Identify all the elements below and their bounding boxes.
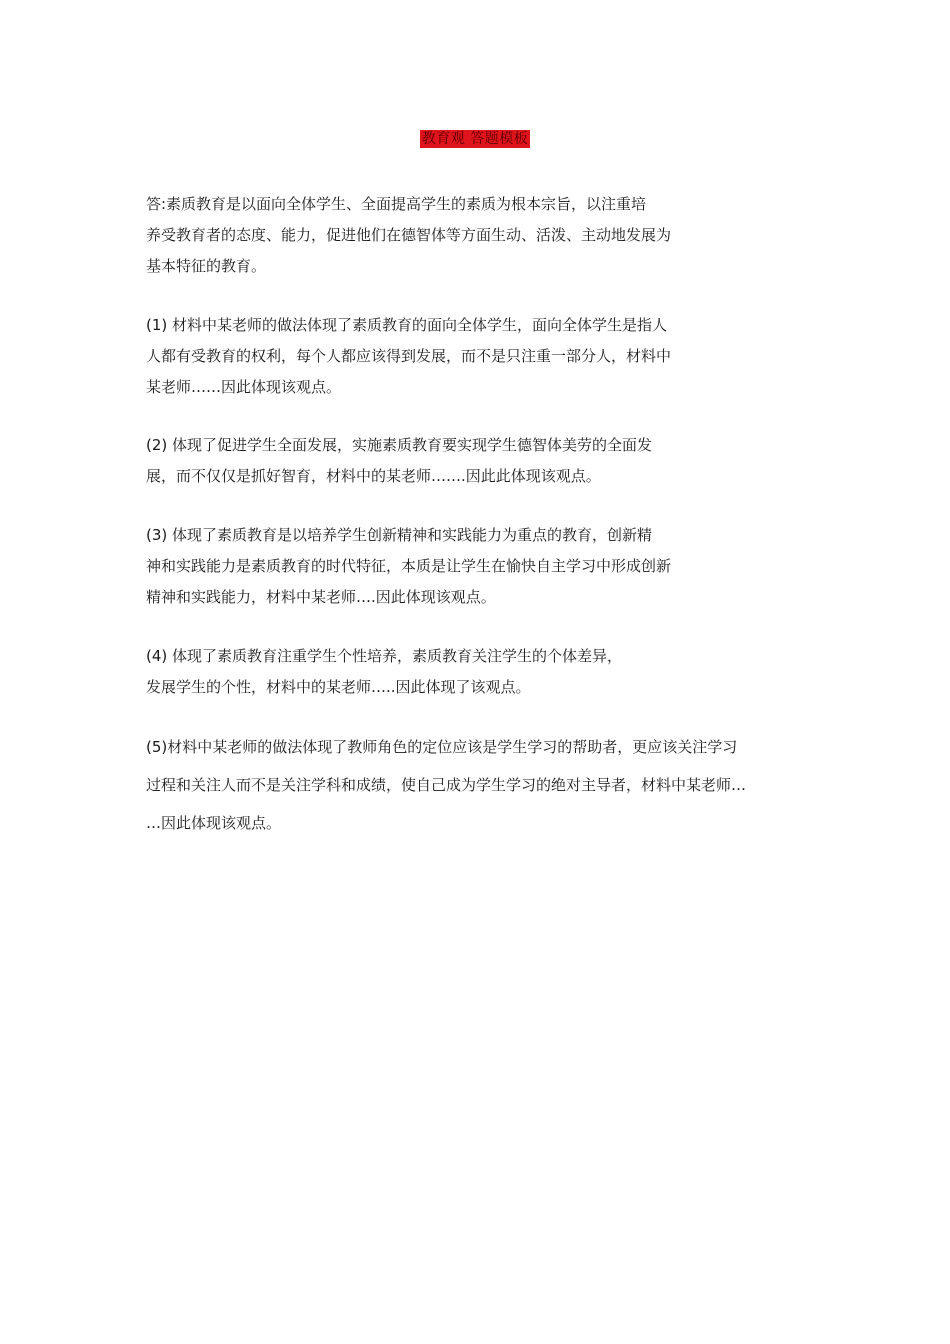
paragraph-line: 精神和实践能力，材料中某老师….因此体现该观点。 xyxy=(146,588,496,606)
paragraph-point-4 xyxy=(146,641,826,703)
document-body xyxy=(146,189,826,842)
paragraph-line: 展，而不仅仅是抓好智育，材料中的某老师…….因此此体现该观点。 xyxy=(146,467,601,485)
paragraph-line: 基本特征的教育。 xyxy=(146,257,267,275)
paragraph-line: (3) 体现了素质教育是以培养学生创新精神和实践能力为重点的教育，创新精 xyxy=(146,526,653,544)
paragraph-point-1 xyxy=(146,310,826,403)
paragraph-line: (5)材料中某老师的做法体现了教师角色的定位应该是学生学习的帮助者，更应该关注学习 xyxy=(146,738,738,756)
paragraph-line: 过程和关注人而不是关注学科和成绩，使自己成为学生学习的绝对主导者，材料中某老师… xyxy=(146,776,747,794)
paragraph-point-5 xyxy=(146,728,826,842)
paragraph-line: 某老师……因此体现该观点。 xyxy=(146,378,342,396)
paragraph-line: (2) 体现了促进学生全面发展，实施素质教育要实现学生德智体美劳的全面发 xyxy=(146,436,653,454)
paragraph-line: …因此体现该观点。 xyxy=(146,814,282,832)
paragraph-line: (4) 体现了素质教育注重学生个性培养，素质教育关注学生的个体差异， xyxy=(146,647,623,665)
paragraph-line: 人都有受教育的权利，每个人都应该得到发展，而不是只注重一部分人，材料中 xyxy=(146,347,672,365)
paragraph-line: 神和实践能力是素质教育的时代特征，本质是让学生在愉快自主学习中形成创新 xyxy=(146,557,672,575)
paragraph-line: 养受教育者的态度、能力，促进他们在德智体等方面生动、活泼、主动地发展为 xyxy=(146,226,672,244)
paragraph-point-3 xyxy=(146,520,826,613)
paragraph-point-2 xyxy=(146,430,826,492)
paragraph-line: 发展学生的个性，材料中的某老师…..因此体现了该观点。 xyxy=(146,678,531,696)
document-title: 教育观 答题模板 xyxy=(421,131,529,147)
paragraph-line: 答:素质教育是以面向全体学生、全面提高学生的素质为根本宗旨，以注重培 xyxy=(146,195,647,213)
paragraph-definition xyxy=(146,189,826,282)
title-container xyxy=(0,128,950,148)
paragraph-line: (1) 材料中某老师的做法体现了素质教育的面向全体学生，面向全体学生是指人 xyxy=(146,316,668,334)
